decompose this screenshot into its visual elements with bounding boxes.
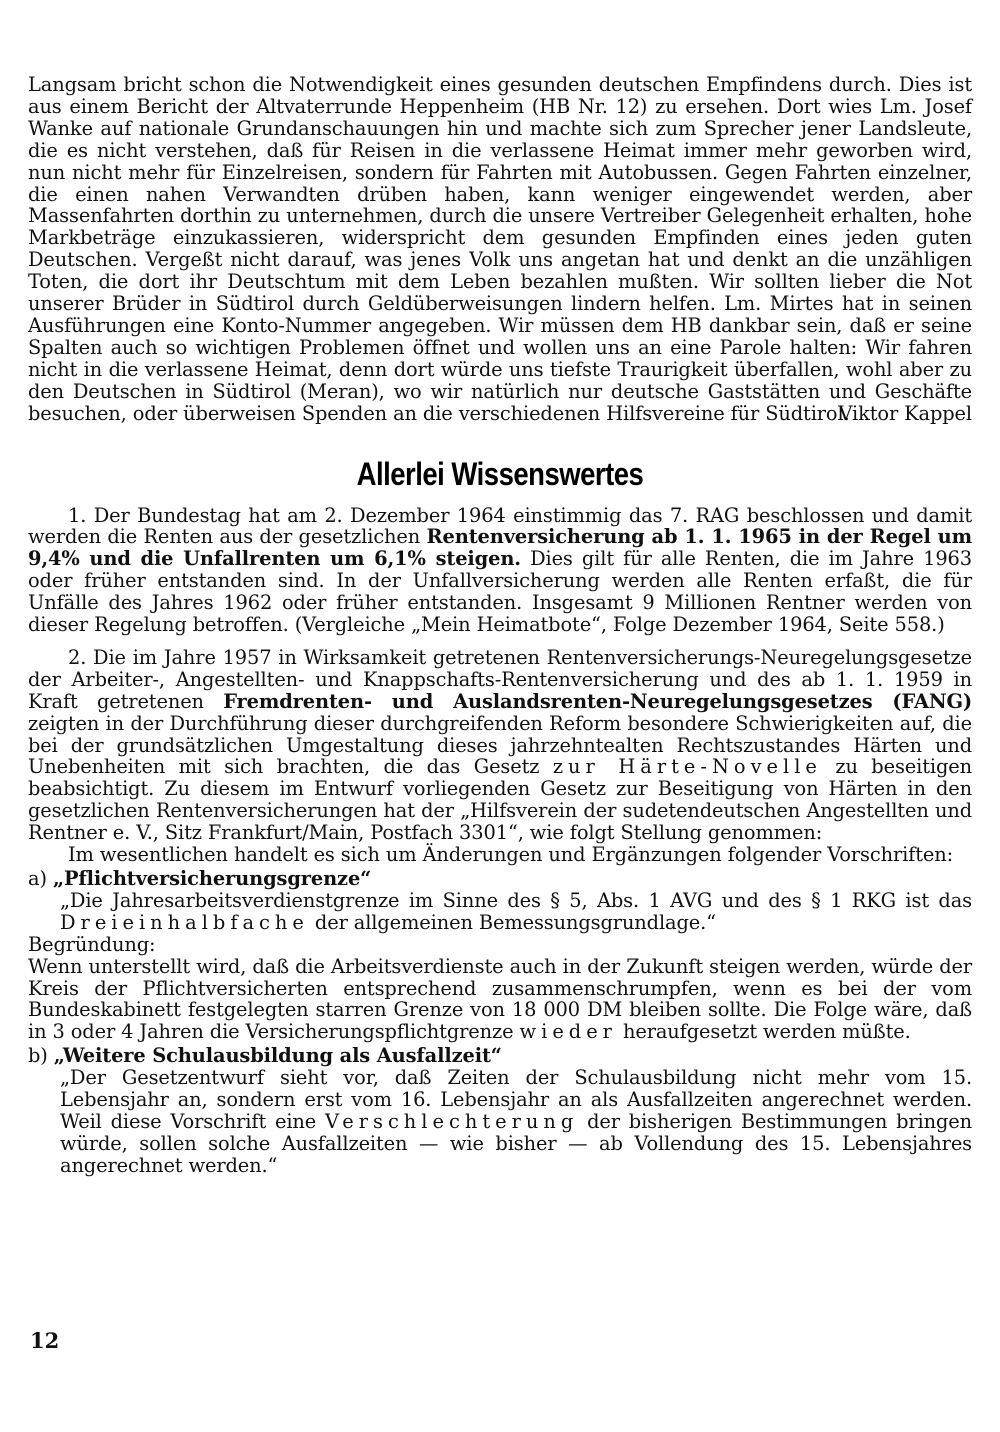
sub-a-reason bbox=[28, 956, 972, 1044]
sub-a-heading bbox=[28, 868, 972, 890]
item-2-text-a: 2. Die im Jahre 1957 in Wirksamkeit getretenen Rentenversicherungs-Neuregelungsgesetze der Arbeiter-, Angestellten- und Knappschafts-Rentenversicherung und des ab 1. 1. 1959 in Kraft getretenen bbox=[28, 645, 972, 713]
sub-a-quote bbox=[28, 890, 972, 934]
item-1-text-a: 1. Der Bundestag hat am 2. Dezember 1964 einstimmig das 7. RAG beschlossen und damit werden die Renten aus der gesetzlichen bbox=[28, 503, 972, 549]
sub-a-reason-a: Wenn unterstellt wird, daß die Arbeitsverdienste auch in der Zukunft steigen werden, würde der Kreis der Pflichtversicherten entsprechend zusammenschrumpfen, wenn es bei der vom Bundeskabinett festgelegten starren Grenze von 18 000 DM bleiben sollte. Die Folge wäre, daß in 3 oder 4 Jahren die Versicherungspflichtgrenze bbox=[28, 954, 972, 1044]
author-signature: Viktor Kappel bbox=[838, 401, 972, 425]
sub-b-heading bbox=[28, 1045, 972, 1067]
sub-b-quote-spaced: Verschlechterung bbox=[325, 1109, 579, 1133]
sub-a-quote-a: „Die Jahresarbeitsverdienstgrenze im Sinne des § 5, Abs. 1 AVG und des § 1 RKG ist das bbox=[60, 888, 972, 912]
item-2-text-b: zeigten in der Durchführung dieser durchgreifenden Reform besondere Schwierigkeiten auf, die bei der grundsätzlichen Umgestaltung dieses jahrzehntealten Rechtszustandes Härten und Unebenheiten mit sich brachten, die das Gesetz bbox=[28, 711, 972, 779]
sub-a-quote-spaced: Dreieinhalbfache bbox=[60, 910, 309, 934]
sub-b-quote bbox=[28, 1067, 972, 1177]
sub-a-title: „Pflichtversicherungsgrenze“ bbox=[52, 867, 372, 891]
intro-paragraph: Langsam bricht schon die Notwendigkeit eines gesunden deutschen Empfindens durch. Dies ist aus einem Bericht der Altvaterrunde Heppenheim (HB Nr. 12) zu ersehen. Dort wies Lm. Josef Wanke auf nationale Grundanschauungen hin und machte sich zum Sprecher jener Landsleute, die es nicht verstehen, daß für Reisen in die verlassene Heimat immer mehr geworben wird, nun nicht mehr für Einzelreisen, sondern für Fahrten mit Autobussen. Gegen Fahrten einzelner, die einen nahen Verwandten drüben haben, kann weniger eingewendet werden, aber Massenfahrten dorthin zu unternehmen, durch die unsere Vertreiber Gelegenheit erhalten, hohe Markbeträge einzukassieren, widerspricht dem gesunden Empfinden eines jeden guten Deutschen. Vergeßt nicht darauf, was jenes Volk uns angetan hat und denkt an die unzähligen Toten, die dort ihr Deutschtum mit dem Leben bezahlen mußten. Wir sollten lieber die Not unserer Brüder in Südtirol durch Geldüberweisungen lindern helfen. Lm. Mirtes hat in seinen Ausführungen eine Konto-Nummer angegeben. Wir müssen dem HB dankbar sein, daß er seine Spalten auch so wichtigen Problemen öffnet und wollen uns an eine Parole halten: Wir fahren nicht in die verlassene Heimat, denn dort würde uns tiefste Traurigkeit überfallen, wohl aber zu den Deutschen in Südtirol (Meran), wo wir natürlich nur deutsche Gaststätten und Geschäfte besuchen, oder überweisen Spenden an die verschiedenen Hilfsvereine für Südtirol. bbox=[28, 73, 972, 425]
sub-b-title: „Weitere Schulausbildung als Ausfallzeit“ bbox=[53, 1044, 502, 1068]
item-2-text-c: zu beseitigen beabsichtigt. Zu diesem im Entwurf vorliegenden Gesetz zur Beseitigung von Härten in den gesetzlichen Rentenversicherungen hat der „Hilfsverein der sudetendeutschen Angestellten und Rentner e. V., Sitz Frankfurt/Main, Postfach 3301“, wie folgt Stellung genommen: bbox=[28, 755, 972, 845]
sub-b-quote-a: „Der Gesetzentwurf sieht vor, daß Zeiten der Schulausbildung nicht mehr vom 15. Lebensjahr an, sondern erst vom 16. Lebensjahr an als Ausfallzeiten angerechnet werden. Weil diese Vorschrift eine bbox=[60, 1066, 972, 1133]
sub-b-quote-b: der bisherigen Bestimmungen bringen würde, sollen solche Ausfallzeiten — wie bisher — ab Vollendung des 15. Lebensjahres angerechnet werden.“ bbox=[60, 1109, 972, 1177]
item-1-text-b: Dies gilt für alle Renten, die im Jahre 1963 oder früher entstanden sind. In der Unfallversicherung werden alle Renten erfaßt, die für Unfälle des Jahres 1962 oder früher entstanden. Insgesamt 9 Millionen Rentner werden von dieser Regelung betroffen. (Vergleiche „Mein Heimatbote“, Folge Dezember 1964, Seite 558.) bbox=[28, 547, 972, 637]
sub-a-reason-label: Begründung: bbox=[28, 932, 156, 956]
item-2-paragraph bbox=[28, 647, 972, 844]
item-2-intro-changes: Im wesentlichen handelt es sich um Änderungen und Ergänzungen folgender Vorschriften: bbox=[68, 843, 954, 867]
item-1-bold: Rentenversicherung ab 1. 1. 1965 in der Regel um 9,4% und die Unfallrenten um 6,1% steigen. bbox=[28, 525, 973, 571]
sub-a-reason-b: heraufgesetzt werden müßte. bbox=[616, 1020, 911, 1044]
sub-b-label: b) bbox=[28, 1044, 48, 1068]
item-2-spaced: zur Härte-Novelle bbox=[552, 755, 822, 779]
page-number: 12 bbox=[30, 1328, 60, 1353]
sub-a-label: a) bbox=[28, 867, 47, 891]
section-title: Allerlei Wissenswertes bbox=[356, 455, 644, 492]
item-2-bold: Fremdrenten- und Auslandsrenten-Neuregelungsgesetzes (FANG) bbox=[223, 689, 972, 713]
item-1-paragraph bbox=[28, 505, 972, 636]
document-page bbox=[28, 74, 972, 1177]
sub-a-quote-b: der allgemeinen Bemessungsgrundlage.“ bbox=[308, 910, 716, 934]
sub-a-reason-spaced: wieder bbox=[519, 1020, 617, 1044]
